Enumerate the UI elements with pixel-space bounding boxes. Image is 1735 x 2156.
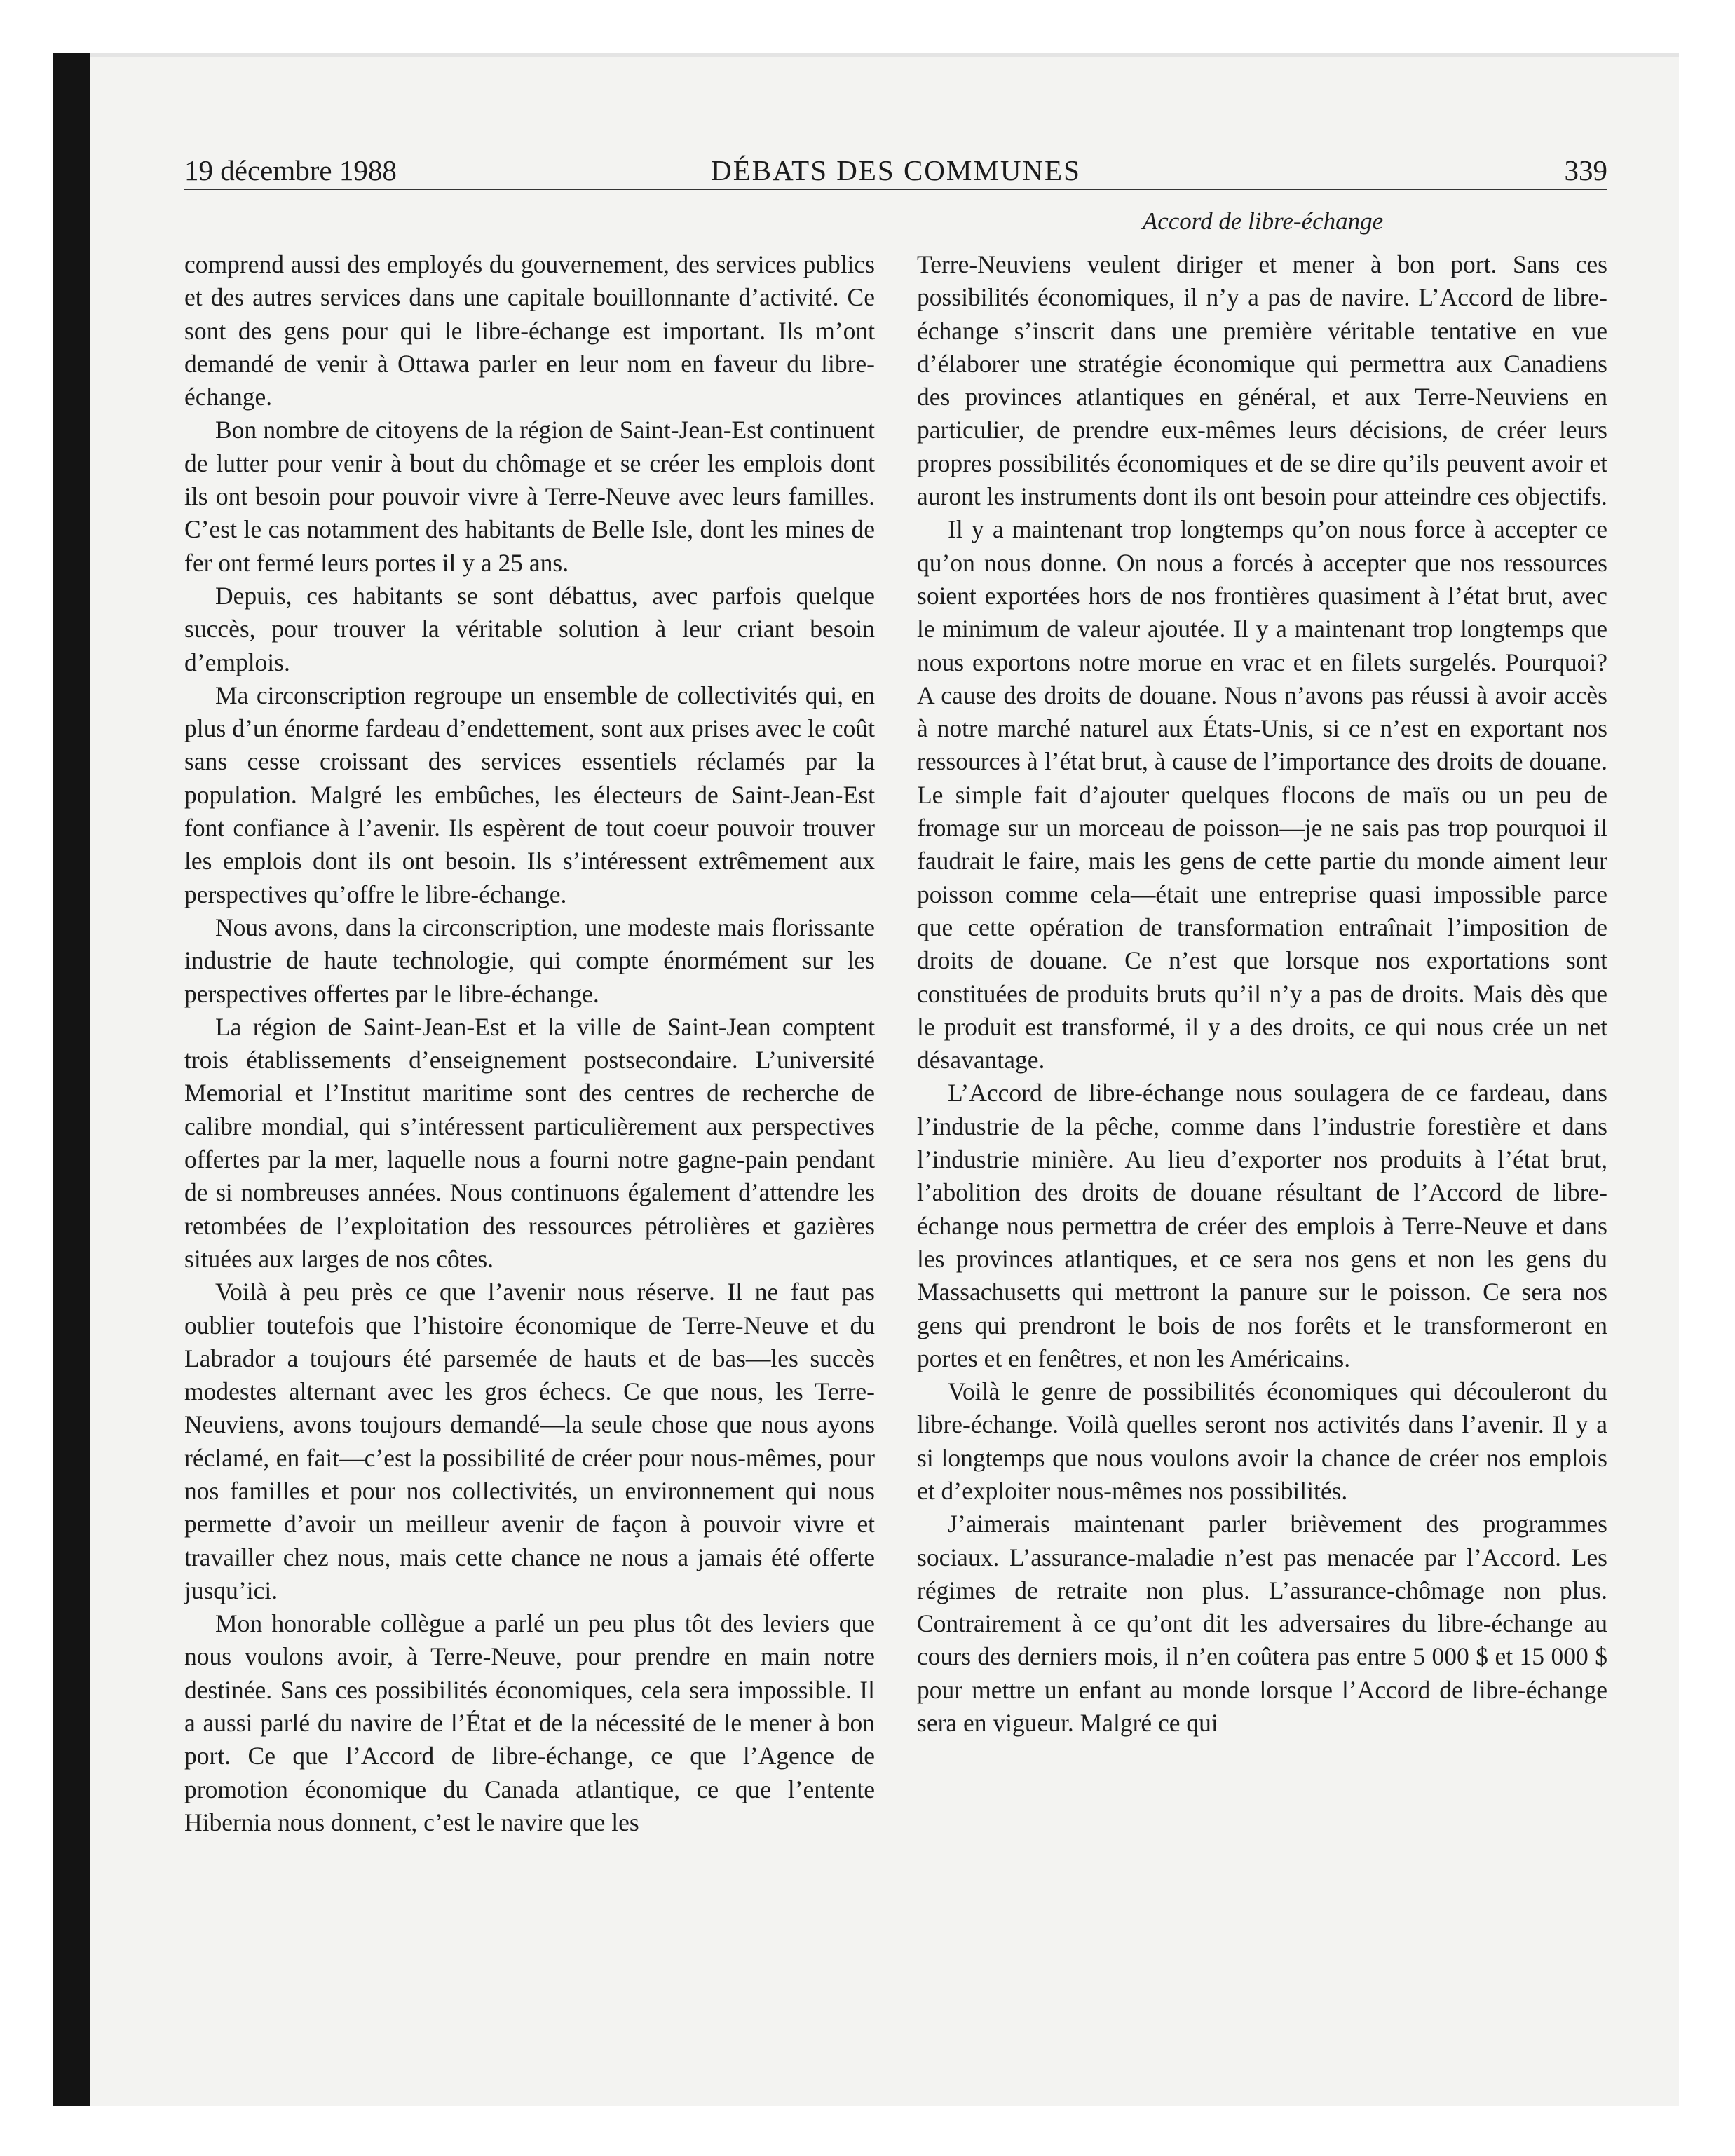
page-number: 339 <box>1564 154 1607 186</box>
paragraph: Il y a maintenant trop longtemps qu’on nous force à accepter ce qu’on nous donne. On nous a forcés à accepter que nos ressources soient exportées hors de nos frontières quasiment à l’état brut, avec le minimum de valeur ajoutée. Il y a maintenant trop longtemps que nous exportons notre morue en vrac et en filets surgelés. Pourquoi? A cause des droits de douane. Nous n’avons pas réussi à avoir accès à notre marché naturel aux États-Unis, si ce n’est en exportant nos ressources à l’état brut, à cause de l’importance des droits de douane. Le simple fait d’ajouter quelques flocons de maïs ou un peu de fromage sur un morceau de poisson—je ne sais pas trop pourquoi il faudrait le faire, mais les gens de cette partie du monde aiment leur poisson comme cela—était une entreprise quasi impossible parce que cette opération de transformation entraînait l’imposition de droits de douane. Ce n’est que lorsque nos exportations sont constituées de produits bruts qu’il n’y a pas de droits. Mais dès que le produit est transformé, il y a des droits, ce qui nous crée un net désavantage. <box>917 515 1607 1074</box>
paragraph: L’Accord de libre-échange nous soulagera de ce fardeau, dans l’industrie de la pêche, comme dans l’industrie forestière et dans l’industrie minière. Au lieu d’exporter nos produits à l’état brut, l’abolition des droits de douane résultant de l’Accord de libre-échange nous permettra de créer des emplois à Terre-Neuve et dans les provinces atlantiques, et ce sera nos gens et non les gens du Massachusetts qui mettront la panure sur le poisson. Ce sera nos gens qui prendront le bois de nos forêts et le transformeront en portes et en fenêtres, et non les Américains. <box>917 1079 1607 1372</box>
paragraph: La région de Saint-Jean-Est et la ville de Saint-Jean comptent trois établissements d’enseignement postsecondaire. L’université Memorial et l’Institut maritime sont des centres de recherche de calibre mondial, qui s’intéressent particulièrement aux perspectives offertes par la mer, laquelle nous a fourni notre gagne-pain pendant de si nombreuses années. Nous continuons également d’attendre les retombées de l’exploitation des ressources pétrolières et gazières situées aux larges de nos côtes. <box>184 1012 875 1273</box>
paragraph: Nous avons, dans la circonscription, une modeste mais florissante industrie de haute technologie, qui compte énormément sur les perspectives offertes par le libre-échange. <box>184 913 875 1008</box>
right-column <box>917 248 1607 1740</box>
section-subtitle: Accord de libre-échange <box>1142 207 1384 235</box>
paragraph: J’aimerais maintenant parler brièvement des programmes sociaux. L’assurance-maladie n’est pas menacée par l’Accord. Les régimes de retraite non plus. L’assurance-chômage non plus. Contrairement à ce qu’ont dit les adversaires du libre-échange au cours des derniers mois, il n’en coûtera pas entre 5 000 $ et 15 000 $ pour mettre un enfant au monde lorsque l’Accord de libre-échange sera en vigueur. Malgré ce qui <box>917 1510 1607 1738</box>
running-header <box>184 152 1607 190</box>
paragraph: Voilà le genre de possibilités économiques qui découleront du libre-échange. Voilà quelles seront nos activités dans l’avenir. Il y a si longtemps que nous voulons avoir la chance de créer nos emplois et d’exploiter nous-mêmes nos possibilités. <box>917 1377 1607 1505</box>
paragraph: Depuis, ces habitants se sont débattus, avec parfois quelque succès, pour trouver la véritable solution à leur criant besoin d’emplois. <box>184 581 875 676</box>
left-column <box>184 248 875 1839</box>
scan-border-left <box>53 53 90 2106</box>
paragraph: Terre-Neuviens veulent diriger et mener à bon port. Sans ces possibilités économiques, il n’y a pas de navire. L’Accord de libre-échange s’inscrit dans une première véritable tentative en vue d’élaborer une stratégie économique qui permettra aux Canadiens des provinces atlantiques en général, et aux Terre-Neuviens en particulier, de prendre eux-mêmes leurs décisions, de créer leurs propres possibilités économiques et de se dire qu’ils peuvent avoir et auront les instruments dont ils ont besoin pour atteindre ces objectifs. <box>917 250 1607 511</box>
paragraph: Mon honorable collègue a parlé un peu plus tôt des leviers que nous voulons avoir, à Terre-Neuve, pour prendre en main notre destinée. Sans ces possibilités économiques, cela sera impossible. Il a aussi parlé du navire de l’État et de la nécessité de le mener à bon port. Ce que l’Accord de libre-échange, ce que l’Agence de promotion économique du Canada atlantique, ce que l’entente Hibernia nous donnent, c’est le navire que les <box>184 1609 875 1836</box>
paragraph: comprend aussi des employés du gouvernement, des services publics et des autres services dans une capitale bouillonnante d’activité. Ce sont des gens pour qui le libre-échange est important. Ils m’ont demandé de venir à Ottawa parler en leur nom en faveur du libre-échange. <box>184 250 875 411</box>
paragraph: Bon nombre de citoyens de la région de Saint-Jean-Est continuent de lutter pour venir à bout du chômage et se créer les emplois dont ils ont besoin pour pouvoir vivre à Terre-Neuve avec leurs familles. C’est le cas notamment des habitants de Belle Isle, dont les mines de fer ont fermé leurs portes il y a 25 ans. <box>184 416 875 577</box>
paragraph: Voilà à peu près ce que l’avenir nous réserve. Il ne faut pas oublier toutefois que l’histoire économique de Terre-Neuve et du Labrador a toujours été parsemée de hauts et de bas—les succès modestes alternant avec les gros échecs. Ce que nous, les Terre-Neuviens, avons toujours demandé—la seule chose que nous ayons réclamé, en fait—c’est la possibilité de créer pour nous-mêmes, pour nos familles et pour nos collectivités, un environnement qui nous permette d’avoir un meilleur avenir de façon à pouvoir vivre et travailler chez nous, mais cette chance ne nous a jamais été offerte jusqu’ici. <box>184 1278 875 1604</box>
header-title: DÉBATS DES COMMUNES <box>711 154 1081 186</box>
paragraph: Ma circonscription regroupe un ensemble de collectivités qui, en plus d’un énorme fardeau d’endettement, sont aux prises avec le coût sans cesse croissant des services essentiels réclamés par la population. Malgré les embûches, les électeurs de Saint-Jean-Est font confiance à l’avenir. Ils espèrent de tout coeur pouvoir trouver les emplois dont ils ont besoin. Ils s’intéressent extrêmement aux perspectives qu’offre le libre-échange. <box>184 681 875 908</box>
header-date: 19 décembre 1988 <box>184 154 397 186</box>
